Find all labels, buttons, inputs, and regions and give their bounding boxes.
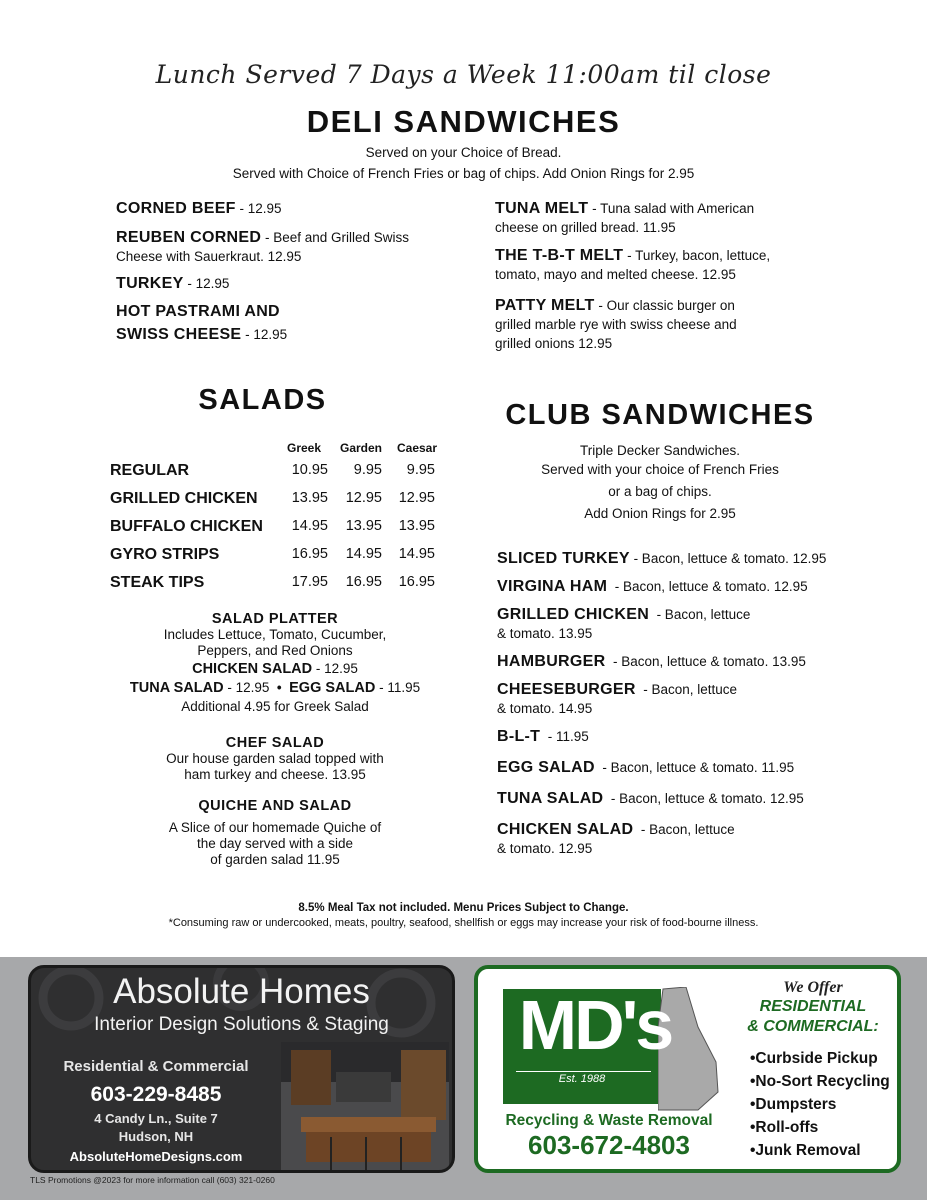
chef-salad (100, 735, 450, 783)
kitchen-photo (281, 1042, 449, 1170)
deli-item (495, 246, 770, 284)
item-desc: - 11.95 (540, 729, 589, 744)
club-item (497, 680, 737, 718)
club-item (497, 789, 804, 808)
deli-subtitle-2: Served with Choice of French Fries or bag of chips. Add Onion Rings for 2.95 (232, 166, 695, 181)
list-item: •No-Sort Recycling (750, 1073, 890, 1090)
platter-title: SALAD PLATTER (211, 611, 339, 627)
salad-name: GYRO STRIPS (110, 546, 220, 563)
mds-offer: We Offer (783, 979, 843, 996)
deli-title: DELI SANDWICHES (306, 104, 621, 139)
salad-col-garden: Garden (339, 441, 382, 455)
club-item (497, 820, 735, 858)
printer-credit: TLS Promotions @2023 for more information call (603) 321-0260 (30, 1175, 275, 1185)
mds-est: Est. 1988 (558, 1073, 606, 1085)
item-desc: - Bacon, lettuce & tomato. 12.95 (603, 791, 804, 806)
chef-desc-1: Our house garden salad topped with (166, 751, 384, 766)
item-desc: - Beef and Grilled Swiss (261, 230, 410, 245)
absolute-kind: Residential & Commercial (63, 1058, 249, 1075)
item-desc-2: Cheese with Sauerkraut. 12.95 (116, 249, 302, 264)
item-desc: - Our classic burger on (594, 298, 735, 313)
item-desc-2: tomato, mayo and melted cheese. 12.95 (495, 267, 736, 282)
price-greek: 16.95 (291, 546, 328, 562)
salad-platter (100, 611, 450, 715)
item-name: REUBEN CORNED (116, 229, 262, 246)
item-desc: - 12.95 (241, 327, 288, 342)
item-desc: - Bacon, lettuce & tomato. 12.95 (607, 579, 808, 594)
deli-item (116, 199, 282, 218)
mds-ad (474, 965, 901, 1173)
item-desc: - Bacon, lettuce & tomato. 13.95 (605, 654, 806, 669)
egg-salad-name: EGG SALAD (289, 680, 376, 696)
absolute-homes-ad (28, 965, 455, 1173)
price-greek: 10.95 (291, 462, 328, 478)
absolute-homes-name: Absolute Homes (113, 972, 370, 1011)
price-caesar: 16.95 (398, 574, 435, 590)
club-sub-3: or a bag of chips. (608, 484, 712, 499)
tuna-salad-price: - 12.95 (223, 680, 270, 695)
price-greek: 17.95 (291, 574, 328, 590)
bullet-separator: • (269, 680, 290, 695)
price-garden: 14.95 (345, 546, 382, 562)
salad-row (110, 574, 450, 598)
salad-row (110, 518, 450, 542)
price-caesar: 13.95 (398, 518, 435, 534)
quiche-title: QUICHE AND SALAD (198, 798, 352, 814)
salad-row (110, 546, 450, 570)
item-desc: - Bacon, lettuce & tomato. 11.95 (594, 760, 795, 775)
absolute-website[interactable]: AbsoluteHomeDesigns.com (69, 1149, 243, 1164)
absolute-addr-1: 4 Candy Ln., Suite 7 (94, 1111, 218, 1126)
deli-item (495, 296, 737, 353)
list-item: •Junk Removal (750, 1142, 861, 1159)
club-sub-2: Served with your choice of French Fries (541, 462, 779, 477)
mds-rule (516, 1071, 651, 1072)
item-desc-2: & tomato. 12.95 (497, 841, 593, 856)
quiche-salad (100, 798, 450, 868)
club-item (497, 652, 806, 671)
greek-addon: Additional 4.95 for Greek Salad (181, 699, 369, 714)
item-desc-3: grilled onions 12.95 (495, 336, 613, 351)
item-desc-2: & tomato. 13.95 (497, 626, 593, 641)
absolute-phone: 603-229-8485 (90, 1083, 222, 1106)
club-item (497, 577, 808, 596)
club-title: CLUB SANDWICHES (505, 399, 815, 431)
tuna-salad-name: TUNA SALAD (129, 680, 224, 696)
salad-name: REGULAR (110, 462, 190, 479)
item-desc-2: cheese on grilled bread. 11.95 (495, 220, 676, 235)
club-item (497, 549, 826, 568)
item-desc: - 12.95 (235, 201, 282, 216)
price-caesar: 9.95 (406, 462, 435, 478)
item-name: TUNA MELT (495, 200, 589, 217)
salad-row (110, 462, 450, 486)
tax-note: 8.5% Meal Tax not included. Menu Prices Subject to Change. (298, 902, 629, 914)
item-name: HOT PASTRAMI AND (116, 303, 280, 320)
item-name: CHEESEBURGER (497, 681, 636, 698)
item-name: PATTY MELT (495, 297, 595, 314)
club-item (497, 758, 794, 777)
deli-subtitle-1: Served on your Choice of Bread. (365, 145, 562, 160)
list-item: •Curbside Pickup (750, 1050, 878, 1067)
deli-item (116, 274, 229, 293)
chef-desc-2: ham turkey and cheese. 13.95 (184, 767, 366, 782)
egg-salad-price: - 11.95 (375, 680, 421, 695)
salad-row (110, 490, 450, 514)
deli-item (495, 199, 754, 237)
list-item: •Roll-offs (750, 1119, 819, 1136)
item-name: TURKEY (116, 275, 184, 292)
item-desc: - Bacon, lettuce (635, 682, 738, 697)
deli-item (116, 228, 409, 266)
price-garden: 9.95 (353, 462, 382, 478)
salad-name: STEAK TIPS (110, 574, 205, 591)
salad-col-greek: Greek (286, 441, 322, 455)
quiche-desc-1: A Slice of our homemade Quiche of (168, 820, 382, 835)
mds-offer-residential: RESIDENTIAL (759, 998, 867, 1015)
price-garden: 16.95 (345, 574, 382, 590)
item-name: B-L-T (497, 728, 541, 745)
platter-desc-1: Includes Lettuce, Tomato, Cucumber, (163, 627, 387, 642)
item-desc: - Bacon, lettuce (633, 822, 735, 837)
price-greek: 13.95 (291, 490, 328, 506)
mds-service: Recycling & Waste Removal (505, 1112, 713, 1129)
price-garden: 12.95 (345, 490, 382, 506)
mds-phone: 603-672-4803 (528, 1130, 690, 1160)
chicken-salad-name: CHICKEN SALAD (192, 661, 313, 677)
salad-name: GRILLED CHICKEN (110, 490, 258, 507)
price-garden: 13.95 (345, 518, 382, 534)
item-name: VIRGINA HAM (497, 578, 608, 595)
price-greek: 14.95 (291, 518, 328, 534)
mds-services-list (750, 1047, 890, 1162)
salads-title: SALADS (198, 384, 327, 416)
absolute-homes-tagline: Interior Design Solutions & Staging (94, 1014, 389, 1035)
item-name: SLICED TURKEY (497, 550, 630, 567)
absolute-addr-2: Hudson, NH (118, 1129, 194, 1144)
salad-col-caesar: Caesar (396, 441, 438, 455)
platter-desc-2: Peppers, and Red Onions (197, 643, 353, 658)
mds-offer-commercial: & COMMERCIAL: (747, 1018, 879, 1035)
list-item: •Dumpsters (750, 1096, 837, 1113)
deli-item (116, 325, 287, 344)
item-desc: - Tuna salad with American (588, 201, 755, 216)
item-name: HAMBURGER (497, 653, 606, 670)
tagline: Lunch Served 7 Days a Week 11:00am til close (155, 60, 772, 89)
item-desc: - Turkey, bacon, lettuce, (623, 248, 771, 263)
item-desc: - 12.95 (183, 276, 230, 291)
item-name: EGG SALAD (497, 759, 595, 776)
deli-item (116, 302, 280, 321)
chicken-salad-price: - 12.95 (312, 661, 358, 676)
item-name: SWISS CHEESE (116, 326, 242, 343)
salad-name: BUFFALO CHICKEN (110, 518, 263, 535)
item-desc-2: grilled marble rye with swiss cheese and (495, 317, 737, 332)
mds-logo: MD's (518, 986, 672, 1064)
item-name: GRILLED CHICKEN (497, 606, 650, 623)
item-name: CHICKEN SALAD (497, 821, 634, 838)
price-caesar: 12.95 (398, 490, 435, 506)
quiche-desc-2: the day served with a side (196, 836, 354, 851)
club-sub-4: Add Onion Rings for 2.95 (584, 506, 736, 521)
item-name: THE T-B-T MELT (495, 247, 624, 264)
food-warning: *Consuming raw or undercooked, meats, poultry, seafood, shellfish or eggs may increase your risk of food-bourne illness. (168, 917, 759, 929)
item-desc-2: & tomato. 14.95 (497, 701, 593, 716)
quiche-desc-3: of garden salad 11.95 (210, 852, 340, 867)
item-desc: - Bacon, lettuce & tomato. 12.95 (629, 551, 827, 566)
club-sub-1: Triple Decker Sandwiches. (579, 443, 741, 458)
item-name: TUNA SALAD (497, 790, 604, 807)
club-item (497, 727, 589, 746)
club-item (497, 605, 750, 643)
item-desc: - Bacon, lettuce (649, 607, 751, 622)
chef-title: CHEF SALAD (225, 735, 325, 751)
item-name: CORNED BEEF (116, 200, 236, 217)
price-caesar: 14.95 (398, 546, 435, 562)
